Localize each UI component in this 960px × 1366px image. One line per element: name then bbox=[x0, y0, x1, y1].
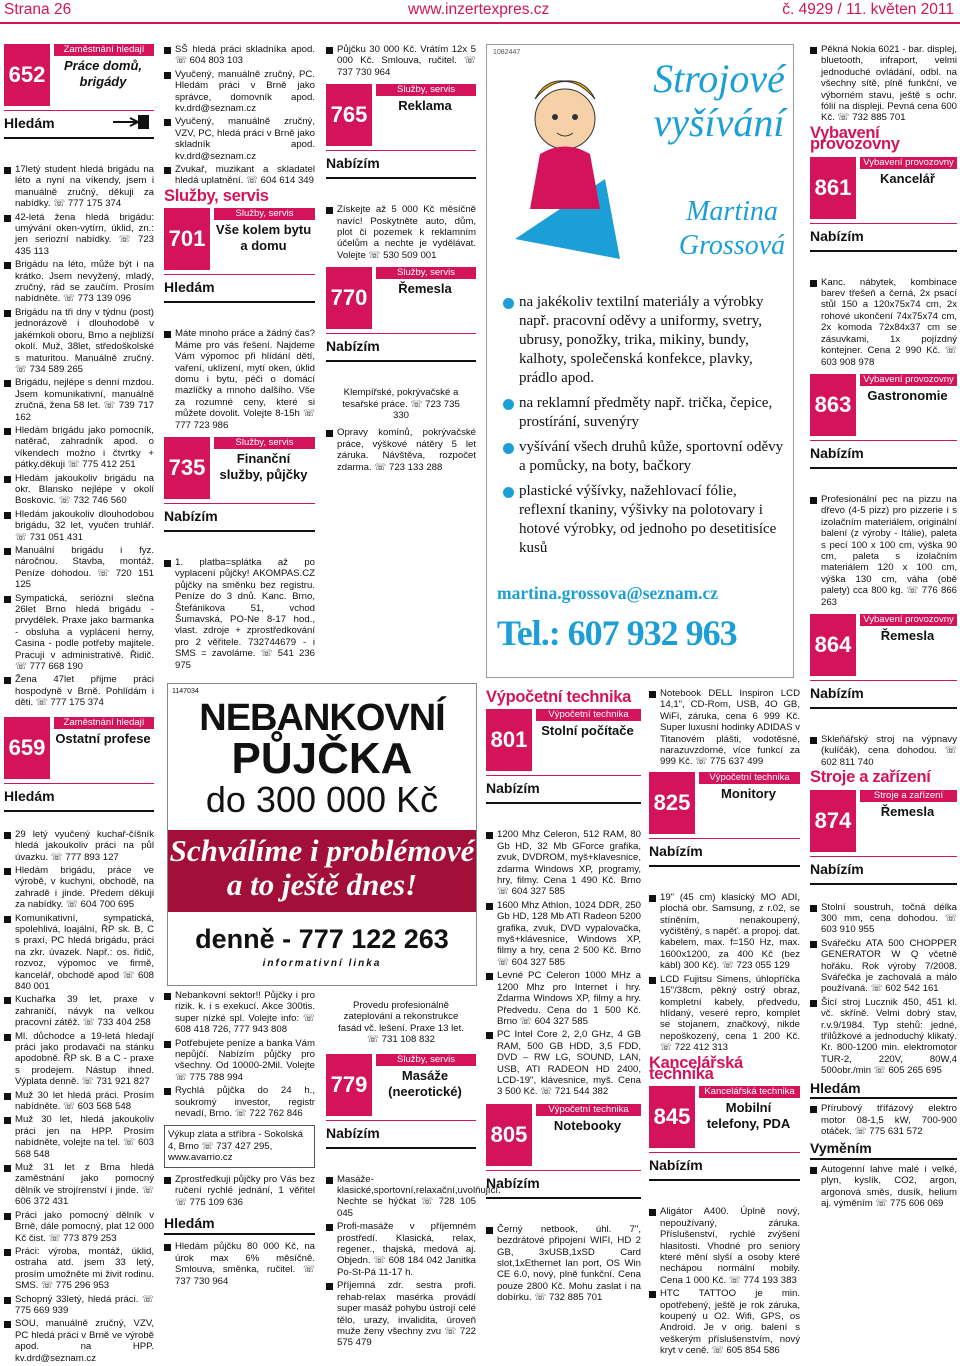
action-label: Nabízím bbox=[649, 1157, 703, 1174]
divider bbox=[4, 810, 154, 812]
divider bbox=[486, 1170, 641, 1171]
list-item: 1200 Mhz Celeron, 512 RAM, 80 Gb HD, 32 Mb GForce grafika, zvuk, DVDROM, myš+klavesnice, zdarma Windows XP, programy, hry, filmy. Cena 1 490 Kč. Brno ☏ 604 327 585 bbox=[486, 829, 641, 897]
list-item: Žena 47let přijme práci hospodyně v Brně. Pohlídám i děti. ☏ 777 175 374 bbox=[4, 674, 154, 708]
divider bbox=[810, 467, 957, 469]
list-item: Hledám půjčku 80 000 Kč, na úrok max 6% měsíčně. Smlouva, směnka, ručitel. ☏ 737 730 964 bbox=[164, 1241, 315, 1287]
list-item: Notebook DELL Inspiron LCD 14,1", CD-Rom, USB, 4O GB, WiFi, záruka, cena 6 999 Kč. Super luxusní hodinky ADIDAS v Titanovém plášti, vodotěsné, narazuvzdorné, více funkcí za 999 Kč. ☏ 775 637 499 bbox=[649, 688, 800, 768]
loan-amount: do 300 000 Kč bbox=[205, 779, 439, 820]
divider bbox=[326, 177, 476, 179]
category-code: 861 bbox=[810, 157, 856, 219]
action-label: Hledám bbox=[810, 1083, 957, 1099]
divider bbox=[164, 503, 315, 504]
category-title: Řemesla bbox=[398, 281, 452, 297]
list-item: 29 letý vyučený kuchař-číšník hledá jakoukoliv práci na půl úvazku. ☏ 777 893 127 bbox=[4, 829, 154, 863]
divider bbox=[164, 301, 315, 303]
list-item: Skleňářský stroj na výpnavy (kulíčák), cena dohodou. ☏ 602 811 740 bbox=[810, 734, 957, 768]
divider bbox=[486, 802, 641, 804]
category-code: 770 bbox=[326, 267, 372, 329]
list-item: 1. platba=splátka až po vyplacení půjčky! AKOMPAS.CZ půjčky na směnku bez registru. Peníze do 3 dnů. Kanc. Brno, Štefánikova 51, vchod Šumavská, PO-Ne 8-17 hod., vlast. zdroje + zprostředkování pro 2 věřitele. 732744679 - i SMS = zavoláme. ☏ 541 236 975 bbox=[164, 557, 315, 671]
category-805 bbox=[486, 1104, 641, 1216]
category-title: Mobilní telefony, PDA bbox=[706, 1100, 791, 1132]
divider bbox=[326, 333, 476, 334]
pointing-hand-icon bbox=[112, 114, 150, 130]
list-item: Černý netbook, úhl. 7", bezdrátové připojení WIFI, HD 2 GB, 3xUSB,1xSD Card slot,1xEthernet lan port, OS Win CE 6.0, nový, plně funkční. Cena pouze 2800 Kč. Mohu zaslat i na dobírku. ☏ 732 885 701 bbox=[486, 1224, 641, 1304]
list-item: SŠ hledá práci skladníka apod. ☏ 604 803 103 bbox=[164, 44, 315, 67]
category-779 bbox=[326, 1054, 476, 1166]
list-item: Ml. důchodce a 19-letá hledají práci jako prodavači na stánku apodobně. ŘP sk. B a C - praxe s prodejem. Nástup ihned. Výplata denně. ☏ 731 921 827 bbox=[4, 1031, 154, 1088]
category-765 bbox=[326, 84, 476, 196]
category-tag: Služby, servis bbox=[376, 84, 476, 96]
column-3 bbox=[326, 44, 476, 475]
list-item: Hledám brigádu jako pomocník, natěrač, zahradník apod. o víkendech možno i čtvrtky + pátky.děkuji ☏ 775 412 251 bbox=[4, 425, 154, 471]
category-title: Monitory bbox=[721, 785, 776, 801]
list-item: Profi-masáže v příjemném prostředí. Klasická, relax, regener., thajská, medová aj. Objedn. ☏ 608 184 042 Janitka Po-St-Pá 11-17 h. bbox=[326, 1221, 476, 1278]
category-tag: Vybavení provozovny bbox=[860, 374, 957, 386]
action-label: Hledám bbox=[4, 787, 55, 804]
category-code: 652 bbox=[4, 44, 50, 106]
list-item: Stolní soustruh, točná délka 300 mm, cena dohodou. ☏ 603 910 955 bbox=[810, 902, 957, 936]
divider bbox=[810, 250, 957, 252]
divider bbox=[486, 1197, 641, 1199]
divider bbox=[4, 783, 154, 784]
list-item: Brigádu na léto, může být i na krátko. Jsem nevyžený, mladý, zručný, rád se zaučím. Prosím nabídněte. ☏ 773 139 096 bbox=[4, 259, 154, 305]
category-title: Řemesla bbox=[880, 803, 935, 819]
category-code: 805 bbox=[486, 1104, 532, 1166]
list-item: Potřebujete peníze a banka Vám nepůjčí. Nabízím půjčky pro všechny. Od 10000-2Mil. Volejte ☏ 775 788 994 bbox=[164, 1038, 315, 1084]
category-title: Notebooky bbox=[553, 1117, 622, 1133]
column-2 bbox=[164, 44, 315, 673]
column-1 bbox=[4, 44, 154, 1366]
site-url[interactable]: www.inzertexpres.cz bbox=[408, 1, 550, 18]
section-heading: Stroje a zařízení bbox=[810, 768, 931, 787]
list-item: Hledám brigádu, práce ve výrobě, v kuchyni, obchodě, na zahradě i jinde. Předem děkuji za nabídky. ☏ 604 700 695 bbox=[4, 865, 154, 911]
category-801 bbox=[486, 709, 641, 821]
category-title: Finanční služby, půjčky bbox=[219, 450, 308, 482]
embroidery-ad bbox=[486, 44, 794, 678]
list-item: Rychlá půjčka do 24 h., soukromý investor, registr nevadí, Brno. ☏ 722 762 846 bbox=[164, 1085, 315, 1119]
list-item: Hledám jakoukoliv brigádu na okr. Blansko nejlépe v okolí Boskovic. ☏ 732 746 560 bbox=[4, 473, 154, 507]
list-item: Vyučený, manuálně zručný, VZV, PC, hledá práci v Brně jako skladník apod. kv.drd@seznam.cz bbox=[164, 116, 315, 162]
category-title: Gastronomie bbox=[867, 387, 948, 403]
category-tag: Výpočetní technika bbox=[699, 772, 800, 784]
list-item: Svářečku ATA 500 CHOPPER GENERATOR W Q včetně hořáku. Rok výroby 7/2008. Svářečka je zachovalá a málo používaná. ☏ 602 542 161 bbox=[810, 938, 957, 995]
category-title: Vše kolem bytu a domu bbox=[215, 222, 312, 254]
list-item: Šicí stroj Lucznik 450, 451 kl. vč. skříně. Velmi dobrý stav, r.v.9/1984. Typ stehů: jedné, třílůžkové a jednoduchý klikatý. Kr. 800-1200 min. elektromotor TUR-2, 220V, 80W,4 500obr./min ☏ 605 265 695 bbox=[810, 997, 957, 1077]
category-tag: Kancelářská technika bbox=[699, 1086, 800, 1098]
divider bbox=[649, 1152, 800, 1153]
category-code: 825 bbox=[649, 772, 695, 834]
list-item: na jakékoliv textilní materiály a výrobky např. pracovní oděvy a uniformy, svetry, ubrusy, ponožky, trika, mikiny, bundy, kalhoty, společenská konfekce, plavky, prádlo apod. bbox=[503, 293, 785, 388]
loan-headline-2: PŮJČKA bbox=[231, 734, 413, 783]
category-title: Řemesla bbox=[880, 627, 935, 643]
category-735 bbox=[164, 437, 315, 549]
list-item: Hledám jakoukoliv dlouhodobou brigádu, 32 let, vyučen truhlář. ☏ 731 051 431 bbox=[4, 509, 154, 543]
section-heading: Výpočetní technika bbox=[486, 688, 631, 706]
list-item: Zprostředkuji půjčky pro Vás bez ručení rychlé jednání, 1 věřitel ☏ 775 109 636 bbox=[164, 1174, 315, 1208]
list-item: Opravy komínů, pokrývačské práce, výškové nátěry 5 let záruka. Návštěva, rozpočet zdarma. ☏ 723 133 288 bbox=[326, 427, 476, 473]
service-list bbox=[503, 293, 785, 564]
divider bbox=[4, 110, 154, 111]
category-659 bbox=[4, 717, 154, 821]
category-title: Masáže (neerotické) bbox=[388, 1067, 462, 1099]
seamstress-illustration-icon bbox=[495, 59, 625, 279]
divider bbox=[486, 775, 641, 776]
divider bbox=[810, 856, 957, 857]
list-item: Manuální brigádu i fyz. náročnou. Stavba, montáž. Peníze dohodou. ☏ 720 151 125 bbox=[4, 545, 154, 591]
list-item: Práci jako pomocný dělník v Brně, dále pomocný, plat 12 000 Kč čist. ☏ 773 879 253 bbox=[4, 1210, 154, 1244]
action-label: Nabízím bbox=[326, 155, 380, 172]
list-item: Půjčku 30 000 Kč. Vrátím 12x 5 000 Kč. Smlouva, ručitel. ☏ 737 730 964 bbox=[326, 44, 476, 78]
category-874 bbox=[810, 790, 957, 894]
loan-phone: denně - 777 122 263 bbox=[195, 924, 449, 954]
list-item: Kuchařka 39 let, praxe v zahraničí, návyk na velkou pracovní zátěž. ☏ 733 404 258 bbox=[4, 994, 154, 1028]
category-770 bbox=[326, 267, 476, 379]
category-code: 845 bbox=[649, 1086, 695, 1148]
action-label: Nabízím bbox=[486, 1174, 540, 1191]
action-label: Hledám bbox=[164, 1218, 315, 1235]
action-label: Nabízím bbox=[486, 780, 540, 797]
divider bbox=[326, 360, 476, 362]
divider bbox=[810, 680, 957, 681]
category-code: 863 bbox=[810, 374, 856, 436]
divider bbox=[164, 274, 315, 275]
centered-ad: Provedu profesionálně zateplování a rekonstrukce fasád vč. lešení. Praxe 13 let. ☏ 731 108 832 bbox=[338, 1000, 464, 1046]
category-tag: Služby, servis bbox=[214, 208, 315, 220]
list-item: Brigádu, nejlépe s denní mzdou. Jsem komunikativní, manuálně zručná, žena 58 let. ☏ 739 717 162 bbox=[4, 377, 154, 423]
divider bbox=[4, 137, 154, 139]
list-item: Nebankovní sektor!! Půjčky i pro rizik. k. i s exekucí. Akce 300tis. super nízké spl. Volejte info: ☏ 608 418 726, 777 943 808 bbox=[164, 990, 315, 1036]
category-code: 874 bbox=[810, 790, 856, 852]
list-item: PC Intel Core 2, 2,0 GHz, 4 GB RAM, 500 GB HDD, 3,5 FDD, DVD – RW LG, SOUND, LAN, USB, ATI RADEON HD 2400, LCD-19", klávesnice, myš. Cena 3 500 Kč. ☏ 721 544 382 bbox=[486, 1029, 641, 1097]
divider bbox=[326, 1120, 476, 1121]
list-item: Přírubový třífázový elektro motor 08-1,5 kW, 700-900 otáček. ☏ 775 631 572 bbox=[810, 1103, 957, 1137]
title-line: vyšívání bbox=[653, 100, 785, 145]
category-code: 801 bbox=[486, 709, 532, 771]
category-tag: Výpočetní technika bbox=[536, 1104, 641, 1116]
list-item: SOU, manuálně zručný, VZV, PC hledá práci v Brně ve výrobě apod. na HPP. kv.drd@seznam.cz bbox=[4, 1318, 154, 1364]
category-tag: Výpočetní technika bbox=[536, 709, 641, 721]
list-item: Získejte až 5 000 Kč měsíčně navíc! Poskytněte auto, dům, plot či pozemek k reklamním účelům a nechte je vydělávat. Volejte ☏ 530 509 001 bbox=[326, 204, 476, 261]
action-label: Nabízím bbox=[326, 338, 380, 355]
list-item: Profesionální pec na pizzu na dřevo (4-5 pizz) pro pizzerie i s izolačním materiálem, originální balení (z výroby - Itálie), paleta s pecí 100 x 100 cm, výška 90 cm, paleta s izolačním materiálem 120 x 100 cm, výška 130 cm, váha (obě palety) cca 800 kg. ☏ 776 866 263 bbox=[810, 494, 957, 608]
action-label: Nabízím bbox=[649, 842, 703, 859]
list-item: Komunikativní, sympatická, spolehlivá, loajální, ŘP sk. B, C s praxí, PC hledá brigádu, práci na zkr. úvazek. Např.: os. řidič, rozvoz, výpomoc ve firmě, kancelář, obchodě apod ☏ 608 840 001 bbox=[4, 913, 154, 993]
divider bbox=[164, 530, 315, 532]
category-title: Stolní počítače bbox=[541, 723, 634, 739]
action-label: Nabízím bbox=[810, 444, 864, 461]
ad-title bbox=[629, 57, 809, 145]
list-item: Sympatická, seriózní slečna 26let Brno hledá brigádu - prvydělek. Praxe jako barmanka - obsluha a vyplácení herny, Casina - podle potřeby majitele. Pracuji v administrativě. Řidič. ☏ 777 668 190 bbox=[4, 593, 154, 673]
list-item: Schopný 33letý, hledá práci. ☏ 775 669 939 bbox=[4, 1294, 154, 1317]
loan-slogan: Schválíme i problémové a to ještě dnes! bbox=[168, 830, 476, 912]
section-heading: Kancelářská technika bbox=[649, 1053, 743, 1083]
list-item: HTC TATTOO je min. opotřebený, ještě je rok záruka, koupený u O2. Wifi, GPS, os Android. Je v orig. balení s veškerým příslušenstvím, nový kryt v ceně. ☏ 605 854 586 bbox=[649, 1288, 800, 1356]
list-item: Máte mnoho práce a žádný čas? Máme pro vás řešení. Najdeme Vám výpomoc při hlídání dětí, vaření, uklízení, mytí oken, úklid domu i bytu, péči o domácí mazlíčky a mnoho dalšího. Vše za rozumné ceny, které si můžete dovolit. Volejte 8-15h ☏ 777 723 986 bbox=[164, 328, 315, 431]
action-label: Hledám bbox=[4, 115, 55, 131]
loan-ad bbox=[167, 683, 477, 986]
divider bbox=[810, 223, 957, 224]
category-tag: Služby, servis bbox=[214, 437, 315, 449]
column-6 bbox=[810, 44, 957, 1211]
list-item: Muž 30 let hledá práci. Prosím nabídněte. ☏ 603 568 548 bbox=[4, 1090, 154, 1113]
ad-email[interactable]: martina.grossova@seznam.cz bbox=[497, 583, 719, 603]
header-rule bbox=[0, 22, 960, 24]
category-title: Práce domů, brigády bbox=[63, 58, 143, 89]
category-tag: Zaměstnání hledají bbox=[54, 717, 154, 729]
boxed-ad: Výkup zlata a stříbra - Sokolská 4, Brno ☏ 737 427 295, www.avarrio.cz bbox=[164, 1125, 315, 1167]
action-label: Nabízím bbox=[326, 1124, 380, 1141]
column-5-lower bbox=[649, 688, 800, 1359]
category-652 bbox=[4, 44, 154, 156]
category-tag: Vybavení provozovny bbox=[860, 614, 957, 626]
column-4-lower bbox=[486, 688, 641, 1306]
category-864 bbox=[810, 614, 957, 726]
ad-name bbox=[677, 195, 787, 263]
category-tag: Stroje a zařízení bbox=[860, 790, 957, 802]
action-label: Nabízím bbox=[810, 860, 864, 877]
column-2-lower bbox=[164, 990, 315, 1289]
page-number: Strana 26 bbox=[4, 1, 72, 18]
list-item: Levné PC Celeron 1000 MHz a 1200 Mhz pro Internet i hry. Zdarma Windows XP, filmy a hry. Předvedu. Cena do 1 500 Kč. Brno ☏ 604 327 585 bbox=[486, 970, 641, 1027]
list-item: Příjemná zdr. sestra profi. rehab-relax masérka provádí super masáž pohybu ústrojí celé tělo, urazy, invalidita, úroveň muže ženy všechny zvu ☏ 722 575 479 bbox=[326, 1280, 476, 1348]
divider bbox=[810, 707, 957, 709]
divider bbox=[649, 838, 800, 839]
list-item: Vyučený, manuálně zručný, PC. Hledám práci v Brně jako správce, domovník apod. kv.drd@seznam.cz bbox=[164, 69, 315, 115]
issue-date: č. 4929 / 11. květen 2011 bbox=[782, 1, 954, 18]
category-code: 701 bbox=[164, 208, 210, 270]
category-863 bbox=[810, 374, 957, 486]
category-title: Reklama bbox=[398, 98, 452, 114]
category-code: 735 bbox=[164, 437, 210, 499]
centered-ad: Klempířské, pokrývačské a tesařské práce. ☏ 723 735 330 bbox=[342, 387, 460, 422]
list-item: Pěkná Nokia 6021 - bar. displej, bluetooth, infraport, velmi jednoduché ovládání, odbl. na všechny sítě, plně funkční, ve výborném stavu, ještě s ochr. fólií na displeji. Pevná cena 600 Kč. ☏ 732 885 701 bbox=[810, 44, 957, 124]
list-item: Brigádu na tři dny v týdnu (post) jednorázově i dlouhodobě v jakémkoli oboru, Brno a nejbližší okolí. Muž, 38let, středoškolské s maturitou. Manuálně zručný. ☏ 734 589 265 bbox=[4, 307, 154, 375]
action-label: Hledám bbox=[164, 279, 215, 296]
page-header bbox=[0, 0, 960, 20]
list-item: 42-letá žena hledá brigádu: umývání oken-vytírn, úklid, zn.: jen seriozní nabídky. ☏ 723 435 113 bbox=[4, 212, 154, 258]
list-item: Masáže-klasické,sportovní,relaxační,uvolňující. Nechte se hýčkat ☏ 728 105 045 bbox=[326, 1174, 476, 1220]
category-861 bbox=[810, 157, 957, 269]
category-code: 659 bbox=[4, 717, 50, 779]
category-701 bbox=[164, 208, 315, 320]
category-code: 779 bbox=[326, 1054, 372, 1116]
divider bbox=[326, 1147, 476, 1149]
list-item: 19" (45 cm) klasický MO ADI, plochá obr. Samsung, z r.02, se stíněním, nenakoupený, vyčištěný, s napěť. a propoj. dat. kabelem, max. f=150 Hz, max. 1600x1200, za 400 Kč (bez kábl) 300 Kč). ☏ 723 055 129 bbox=[649, 892, 800, 972]
action-label: Nabízím bbox=[810, 227, 864, 244]
column-3-lower bbox=[326, 1000, 501, 1351]
divider bbox=[810, 883, 957, 885]
list-item: Muž 31 let z Brna hledá zaměstnání jako pomocný dělník ve strojírenství i jinde. ☏ 606 372 431 bbox=[4, 1162, 154, 1208]
category-title: Ostatní profese bbox=[55, 730, 151, 746]
divider bbox=[810, 440, 957, 441]
category-title: Kancelář bbox=[880, 170, 935, 186]
category-tag: Služby, servis bbox=[376, 1054, 476, 1066]
list-item: Autogenní lahve malé i velké, plyn, kyslík, CO2, argon, argonová směs, dusík, helium aj. výměním ☏ 775 606 069 bbox=[810, 1164, 957, 1210]
name-line: Grossová bbox=[678, 230, 786, 261]
action-label: Nabízím bbox=[164, 507, 218, 524]
name-line: Martina bbox=[686, 196, 778, 227]
list-item: Zvukař, muzikant a skladatel hledá uplatnění. ☏ 604 614 349 bbox=[164, 164, 315, 187]
title-line: Strojové bbox=[653, 56, 785, 101]
ad-id: 1147034 bbox=[172, 688, 199, 695]
category-tag: Zaměstnání hledají bbox=[54, 44, 154, 56]
category-845 bbox=[649, 1086, 800, 1198]
ad-phone: Tel.: 607 932 963 bbox=[497, 613, 737, 653]
section-heading: Služby, servis bbox=[164, 186, 269, 205]
list-item: na reklamní předměty např. trička, čepice, prostírání, suvenýry bbox=[503, 394, 785, 432]
action-label: Vyměním bbox=[810, 1143, 957, 1159]
list-item: Kanc. nábytek, kombinace barev třešeň a černá, 2x psací stůl 150 a 120x75x74 cm, 2x rohové ukončení 74x75x74 cm, 2x komoda 72x84x37 cm se zásuvkami, 1x pojízdný kontejner. Cena 2 990 Kč. ☏ 603 908 978 bbox=[810, 277, 957, 368]
loan-headline: NEBANKOVNÍ bbox=[199, 697, 445, 739]
list-item: 17letý student hledá brigádu na léto a nyní na víkendy, jsem i manuálně zručný, děkuji za nabídky. ☏ 777 175 374 bbox=[4, 164, 154, 210]
list-item: Muž 30 let, hledá jakoukoliv práci jen na HPP. Prosím nabídněte, volejte na tel. ☏ 603 568 548 bbox=[4, 1114, 154, 1160]
section-heading: Vybavení provozovny bbox=[810, 123, 900, 154]
category-tag: Vybavení provozovny bbox=[860, 157, 957, 169]
ad-id: 1082447 bbox=[493, 49, 521, 56]
category-code: 765 bbox=[326, 84, 372, 146]
action-label: Nabízím bbox=[810, 684, 864, 701]
list-item: plastické výšívky, nažehlovací fólie, reflexní tkaniny, výšivky na polotovary i hotové výrobky, od jednoho po desetitisíce kusů bbox=[503, 482, 785, 558]
divider bbox=[326, 150, 476, 151]
list-item: Práci: výroba, montáž, úklid, ostraha atd. jsem 33 letý, prosím umožněte mi živit rodinu. SMS. ☏ 775 296 953 bbox=[4, 1246, 154, 1292]
category-tag: Služby, servis bbox=[376, 267, 476, 279]
divider bbox=[649, 1179, 800, 1181]
category-825 bbox=[649, 772, 800, 884]
loan-phone-label: informativní linka bbox=[262, 958, 382, 969]
list-item: 1600 Mhz Athlon, 1024 DDR, 250 Gb HD, 128 Mb ATI Radeon 5200 grafika, zvuk, DVD vypalovačka, myš+klávesnice, Windows XP, filmy a hry, cena 2 500 Kč. Brno ☏ 604 327 585 bbox=[486, 900, 641, 968]
list-item: vyšívání všech druhů kůže, sportovní oděvy a pomůcky, na boty, bačkory bbox=[503, 438, 785, 476]
list-item: Aligátor A400. Úplně nový, nepoužívaný, záruka. Příslušenství, rychlé zvýšení hlasitosti. Vhodné pro seniory které mění slyší a osoby které nechápou normální mobily. Cena 1 000 Kč. ☏ 774 193 383 bbox=[649, 1206, 800, 1286]
list-item: LCD Fujitsu Simens, úhlopříčka 15"/38cm, pěkný ostrý obraz, kompletní kabely, předvedu, hlídaný, veseré repro, komplet se stojanem, značkový, nikde nepoškozený, cena 1 200 Kč. ☏ 722 412 313 bbox=[649, 974, 800, 1054]
divider bbox=[649, 865, 800, 867]
category-code: 864 bbox=[810, 614, 856, 676]
